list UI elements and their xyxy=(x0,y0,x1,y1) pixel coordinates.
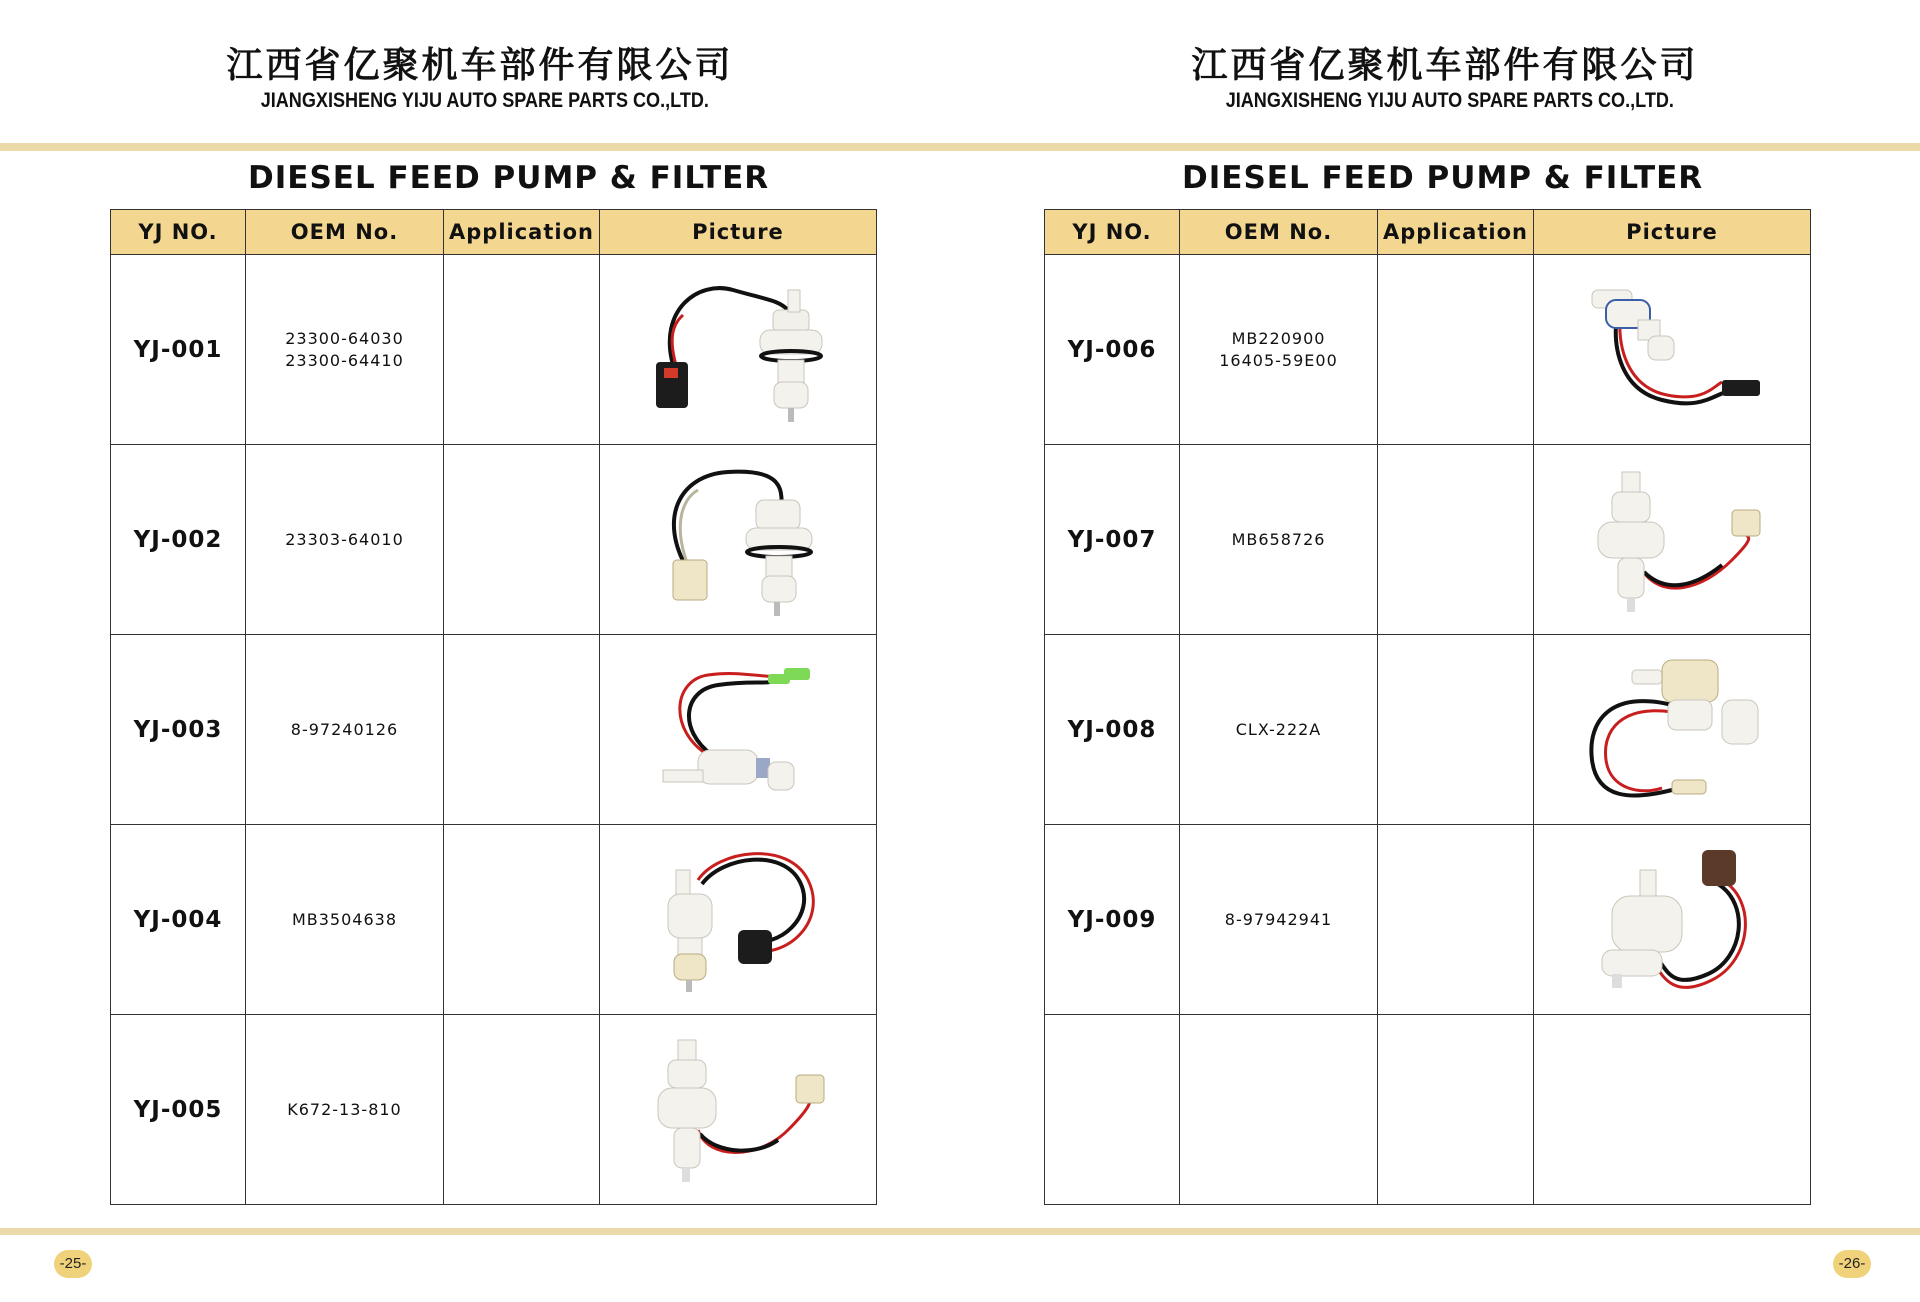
yj-number: YJ-002 xyxy=(111,445,246,635)
yj-number xyxy=(1045,1015,1180,1205)
oem-number-cell xyxy=(1180,1015,1378,1205)
oem-number: 16405-59E00 xyxy=(1219,350,1338,370)
picture-cell xyxy=(1534,255,1811,445)
company-name-en: JIANGXISHENG YIJU AUTO SPARE PARTS CO.,LTD. xyxy=(260,89,709,112)
yj-number: YJ-004 xyxy=(111,825,246,1015)
application-cell xyxy=(1378,825,1534,1015)
oem-number-cell xyxy=(246,825,444,1015)
picture-cell xyxy=(600,825,877,1015)
oem-number-cell xyxy=(246,1015,444,1205)
column-header-application: Application xyxy=(444,210,600,255)
company-name-en: JIANGXISHENG YIJU AUTO SPARE PARTS CO.,LTD. xyxy=(1225,89,1674,112)
application-cell xyxy=(1378,1015,1534,1205)
table-row xyxy=(1045,635,1811,825)
table-row xyxy=(1045,825,1811,1015)
oem-number: MB3504638 xyxy=(291,909,398,929)
oem-number: 8-97240126 xyxy=(290,719,399,739)
oem-number-cell xyxy=(246,445,444,635)
oem-number-cell xyxy=(246,255,444,445)
table-row xyxy=(1045,1015,1811,1205)
table-row xyxy=(1045,255,1811,445)
application-cell xyxy=(1378,255,1534,445)
part-photo xyxy=(1572,840,1772,1000)
column-header-oem: OEM No. xyxy=(246,210,444,255)
oem-number: 23300-64410 xyxy=(285,350,404,370)
table-row xyxy=(1045,445,1811,635)
picture-cell xyxy=(1534,445,1811,635)
oem-number-cell xyxy=(1180,445,1378,635)
company-name-cn: 江西省亿聚机车部件有限公司 xyxy=(226,45,734,86)
table-header-row xyxy=(111,210,877,255)
picture-cell xyxy=(600,255,877,445)
part-photo xyxy=(638,460,838,620)
parts-table xyxy=(1044,209,1811,1205)
table-row xyxy=(111,1015,877,1205)
yj-number: YJ-005 xyxy=(111,1015,246,1205)
table-row xyxy=(111,635,877,825)
yj-number: YJ-009 xyxy=(1045,825,1180,1015)
picture-cell xyxy=(1534,1015,1811,1205)
application-cell xyxy=(444,255,600,445)
part-photo xyxy=(1572,650,1772,810)
oem-number: 23303-64010 xyxy=(285,529,404,549)
part-photo xyxy=(638,840,838,1000)
application-cell xyxy=(1378,445,1534,635)
yj-number: YJ-008 xyxy=(1045,635,1180,825)
page-number-badge: -26- xyxy=(1833,1250,1871,1278)
oem-number: K672-13-810 xyxy=(287,1099,402,1119)
column-header-oem: OEM No. xyxy=(1180,210,1378,255)
application-cell xyxy=(444,635,600,825)
table-row xyxy=(111,445,877,635)
oem-number: 8-97942941 xyxy=(1224,909,1333,929)
oem-number: MB220900 xyxy=(1231,328,1326,348)
page-number-badge: -25- xyxy=(54,1250,92,1278)
table-row xyxy=(111,825,877,1015)
column-header-picture: Picture xyxy=(600,210,877,255)
column-header-yj: YJ NO. xyxy=(1045,210,1180,255)
application-cell xyxy=(1378,635,1534,825)
part-photo xyxy=(638,270,838,430)
table-row xyxy=(111,255,877,445)
picture-cell xyxy=(1534,635,1811,825)
column-header-picture: Picture xyxy=(1534,210,1811,255)
yj-number: YJ-007 xyxy=(1045,445,1180,635)
yj-number: YJ-003 xyxy=(111,635,246,825)
part-photo xyxy=(638,650,838,810)
column-header-application: Application xyxy=(1378,210,1534,255)
picture-cell xyxy=(600,445,877,635)
oem-number-cell xyxy=(246,635,444,825)
application-cell xyxy=(444,445,600,635)
oem-number: MB658726 xyxy=(1231,529,1326,549)
picture-cell xyxy=(600,635,877,825)
parts-table xyxy=(110,209,877,1205)
part-photo xyxy=(638,1030,838,1190)
oem-number-cell xyxy=(1180,635,1378,825)
yj-number: YJ-001 xyxy=(111,255,246,445)
oem-number-cell xyxy=(1180,255,1378,445)
picture-cell xyxy=(600,1015,877,1205)
section-title: DIESEL FEED PUMP & FILTER xyxy=(1182,160,1704,196)
picture-cell xyxy=(1534,825,1811,1015)
oem-number-cell xyxy=(1180,825,1378,1015)
oem-number: CLX-222A xyxy=(1235,719,1322,739)
section-title: DIESEL FEED PUMP & FILTER xyxy=(248,160,770,196)
oem-number: 23300-64030 xyxy=(285,328,404,348)
company-header xyxy=(225,44,735,114)
part-photo xyxy=(1572,460,1772,620)
column-header-yj: YJ NO. xyxy=(111,210,246,255)
yj-number: YJ-006 xyxy=(1045,255,1180,445)
table-header-row xyxy=(1045,210,1811,255)
application-cell xyxy=(444,1015,600,1205)
application-cell xyxy=(444,825,600,1015)
catalog-page-right xyxy=(960,0,1920,1302)
company-name-cn: 江西省亿聚机车部件有限公司 xyxy=(1191,45,1699,86)
company-header xyxy=(1190,44,1700,114)
part-photo xyxy=(1572,270,1772,430)
